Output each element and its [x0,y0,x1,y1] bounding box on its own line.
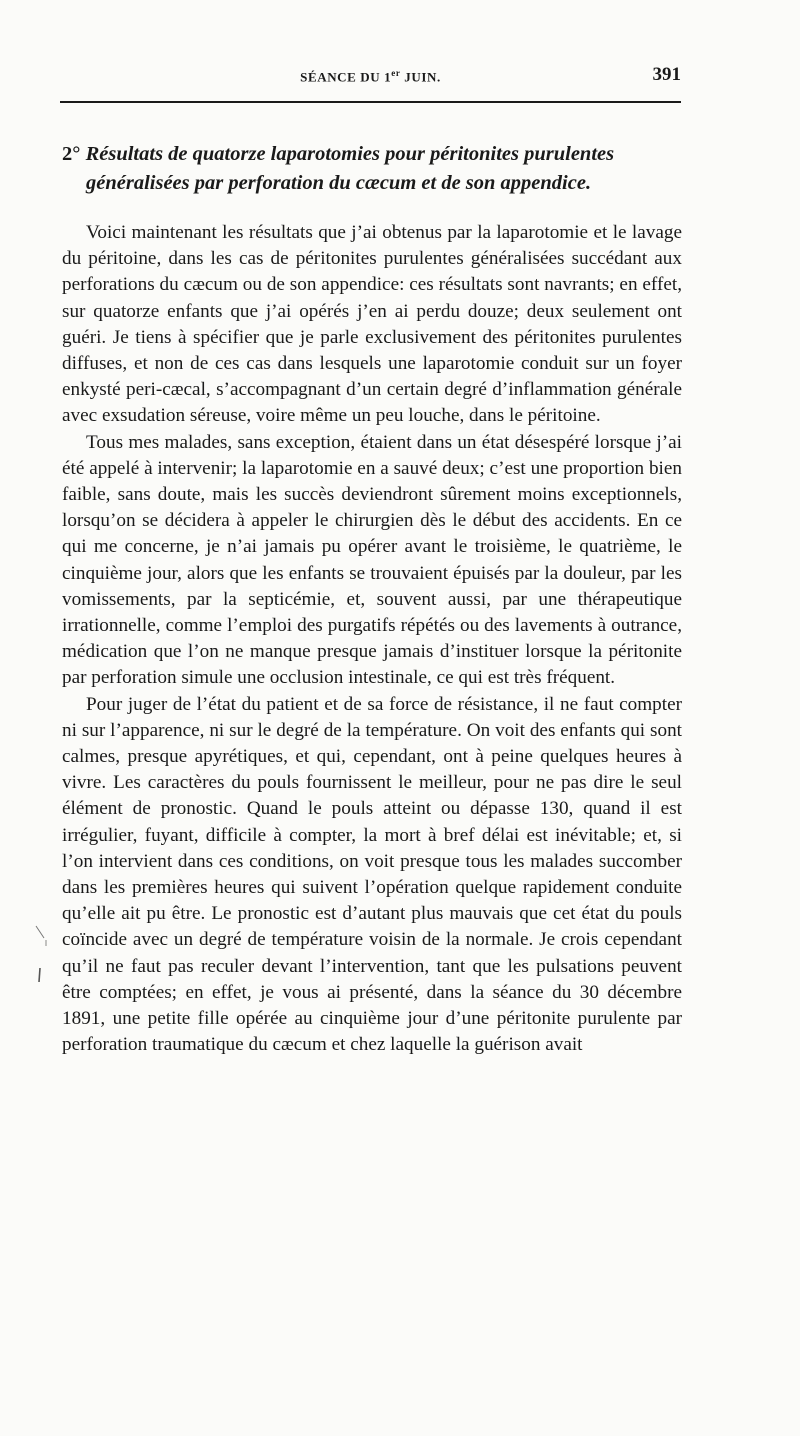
section-title-line-2: généralisées par perforation du cæcum et de son appendice. [86,172,592,194]
margin-pencil-mark [34,924,54,984]
body-text [62,220,682,1059]
running-header [60,64,681,90]
running-title-end: JUIN. [400,69,441,85]
section-title-line-1: Résultats de quatorze laparotomies pour péritonites purulentes [80,143,615,165]
running-title [60,68,681,85]
paragraph-1: Voici maintenant les résultats que j’ai obtenus par la laparotomie et le lavage du péritoine, dans les cas de péritonites purulentes généralisées succédant aux perforations du cæcum ou de son appendice: ces résultats sont navrants; en effet, sur quatorze enfants que j’ai opérés j’en ai perdu douze; deux seulement ont guéri. Je tiens à spécifier que je parle exclusivement des péritonites purulentes diffuses, et non de ces cas dans lesquels une laparotomie conduit sur un foyer enkysté peri-cæcal, s’accompagnant d’un certain degré d’inflammation générale avec exsudation séreuse, voire même un peu louche, dans le péritoine. [62,222,682,427]
section-number: 2° [62,143,81,165]
paragraph-3: Pour juger de l’état du patient et de sa force de résistance, il ne faut compter ni sur l’apparence, ni sur le degré de la température. On voit des enfants qui sont calmes, presque apyrétiques, et qui, cependant, ont à peine quelques heures à vivre. Les caractères du pouls fournissent le meilleur, pour ne pas dire le seul élément de pronostic. Quand le pouls atteint ou dépasse 130, quand il est irrégulier, fuyant, difficile à compter, la mort à bref délai est inévitable; et, si l’on intervient dans ces conditions, on voit presque tous les malades succomber dans les premières heures qui suivent l’opération quelque rapidement conduite qu’elle ait pu être. Le pronostic est d’autant plus mauvais que cet état du pouls coïncide avec un degré de température voisin de la normale. Je crois cependant qu’il ne faut pas reculer devant l’intervention, tant que les pulsations peuvent être comptées; en effet, je vous ai présenté, dans la séance du 30 décembre 1891, une petite fille opérée au cinquième jour d’une péritonite purulente par perforation traumatique du cæcum et chez laquelle la guérison avait [62,693,682,1056]
running-title-start: SÉANCE DU 1 [300,69,392,85]
running-title-superscript: er [391,68,401,78]
paragraph-2: Tous mes malades, sans exception, étaient dans un état désespéré lorsque j’ai été appelé à intervenir; la laparotomie en a sauvé deux; c’est une proportion bien faible, sans doute, mais les succès deviendront sûrement moins exceptionnels, lorsqu’on se décidera à appeler le chirurgien dès le début des accidents. En ce qui me concerne, je n’ai jamais pu opérer avant le troisième, le quatrième, le cinquième jour, alors que les enfants se trouvaient épuisés par la douleur, par les vomissements, par la septicémie, et, souvent aussi, par une thérapeutique irrationnelle, comme l’emploi des purgatifs répétés ou des lavements à outrance, médication que l’on ne manque presque jamais d’instituer lorsque la péritonite par perforation simule une occlusion intestinale, ce qui est très fréquent. [62,431,682,689]
section-heading [62,140,682,198]
page-number: 391 [652,64,681,85]
header-rule [60,101,681,103]
